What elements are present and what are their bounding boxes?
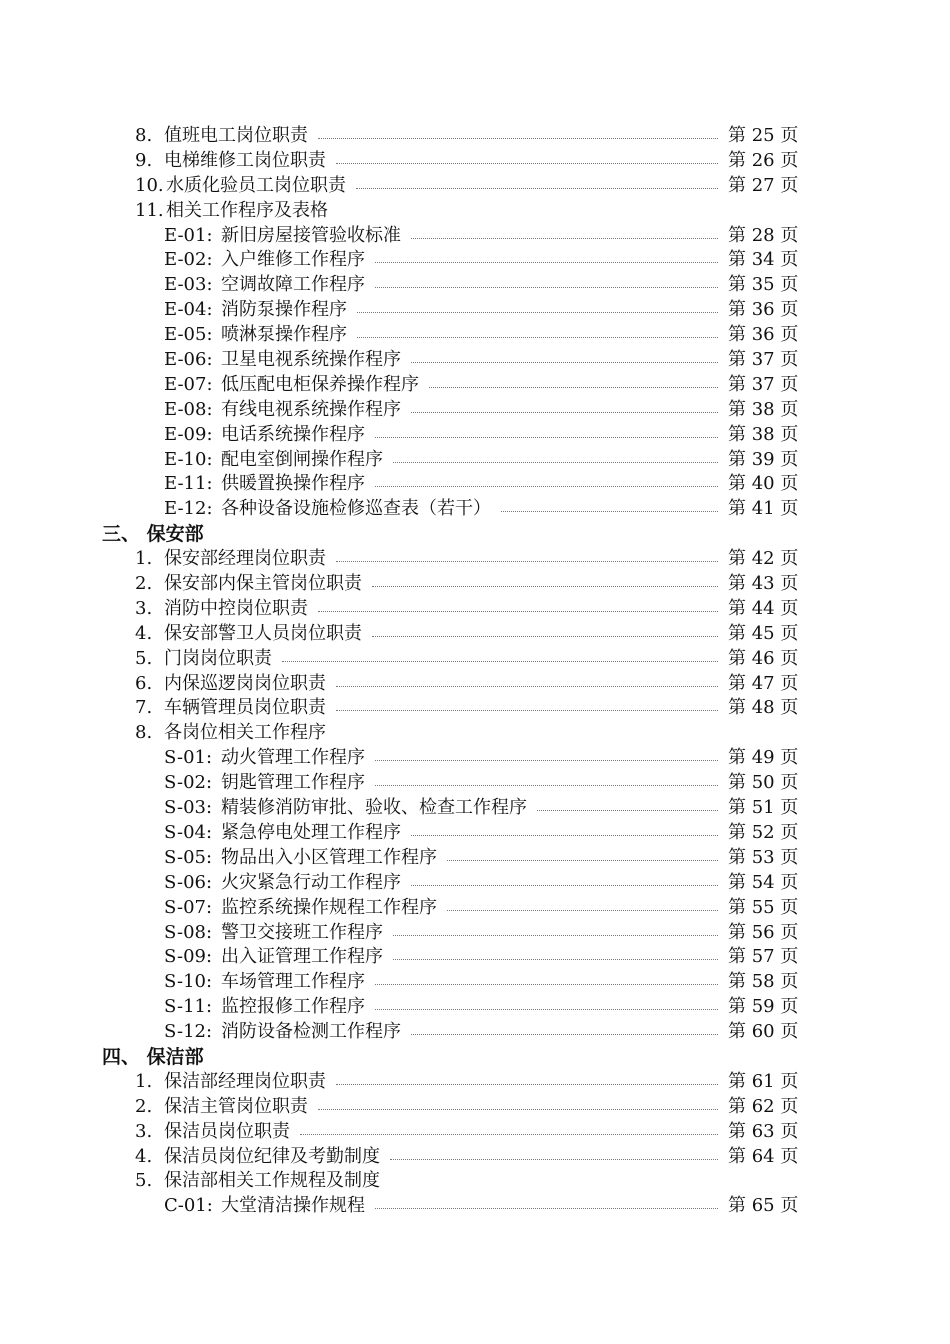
dot-leader: [501, 511, 718, 512]
toc-entry-title: 新旧房屋接管验收标准: [221, 224, 401, 246]
toc-page-number: 第 51 页: [728, 797, 799, 819]
toc-entry-title: 保安部内保主管岗位职责: [164, 573, 362, 595]
toc-page-number: 第 63 页: [728, 1120, 799, 1142]
toc-entry-title: 保洁部经理岗位职责: [164, 1070, 326, 1092]
toc-entry: [0, 696, 950, 721]
toc-entry-number: 5.: [135, 1170, 153, 1192]
toc-page-number: 第 59 页: [728, 996, 799, 1018]
toc-page-number: 第 38 页: [728, 423, 799, 445]
toc-page-number: 第 35 页: [728, 274, 799, 296]
toc-entry-title: 紧急停电处理工作程序: [221, 821, 401, 843]
toc-entry-title: 物品出入小区管理工作程序: [221, 846, 437, 868]
toc-entry-number: S-07:: [164, 896, 213, 918]
dot-leader: [537, 810, 718, 811]
toc-page-number: 第 48 页: [728, 697, 799, 719]
toc-entry-title: 钥匙管理工作程序: [221, 772, 365, 794]
toc-entry: [0, 174, 950, 199]
toc-page-number: 第 49 页: [728, 747, 799, 769]
dot-leader: [372, 636, 718, 637]
toc-entry-title: 大堂清洁操作规程: [221, 1195, 365, 1217]
toc-entry-number: E-01:: [164, 224, 213, 246]
toc-entry-number: S-05:: [164, 846, 213, 868]
toc-entry-title: 车场管理工作程序: [221, 971, 365, 993]
dot-leader: [336, 1084, 718, 1085]
dot-leader: [357, 312, 718, 313]
toc-entry: [0, 672, 950, 697]
toc-page-number: 第 54 页: [728, 871, 799, 893]
dot-leader: [318, 138, 718, 139]
toc-page-number: 第 57 页: [728, 946, 799, 968]
toc-page-number: 第 46 页: [728, 647, 799, 669]
toc-entry: [0, 199, 950, 224]
toc-entry: [0, 1070, 950, 1095]
toc-entry: [0, 497, 950, 522]
toc-page-number: 第 36 页: [728, 324, 799, 346]
toc-entry: [0, 821, 950, 846]
dot-leader: [375, 262, 718, 263]
toc-entry-title: 相关工作程序及表格: [166, 199, 328, 221]
toc-entry-number: 1.: [135, 548, 153, 570]
toc-entry-title: 保安部警卫人员岗位职责: [164, 622, 362, 644]
toc-entry-number: 4.: [135, 1145, 153, 1167]
toc-entry: [0, 647, 950, 672]
toc-entry-number: 11.: [135, 199, 164, 221]
toc-entry-number: E-09:: [164, 423, 213, 445]
toc-page-number: 第 44 页: [728, 597, 799, 619]
dot-leader: [356, 188, 718, 189]
toc-entry-title: 水质化验员工岗位职责: [166, 174, 346, 196]
toc-entry-title: 保洁部相关工作规程及制度: [164, 1170, 380, 1192]
toc-entry-number: 2.: [135, 1095, 153, 1117]
toc-section-heading: [0, 1045, 950, 1070]
toc-entry-title: 警卫交接班工作程序: [221, 921, 383, 943]
toc-entry-title: 配电室倒闸操作程序: [221, 448, 383, 470]
dot-leader: [282, 661, 718, 662]
section-title: 三、 保安部: [102, 523, 204, 546]
dot-leader: [375, 785, 718, 786]
toc-entry: [0, 921, 950, 946]
toc-entry-number: 10.: [135, 174, 164, 196]
dot-leader: [375, 1208, 718, 1209]
toc-entry: [0, 348, 950, 373]
toc-entry-number: S-02:: [164, 772, 213, 794]
toc-page-number: 第 37 页: [728, 349, 799, 371]
toc-page-number: 第 52 页: [728, 821, 799, 843]
toc-entry: [0, 597, 950, 622]
dot-leader: [375, 760, 718, 761]
toc-page-number: 第 37 页: [728, 373, 799, 395]
toc-entry: [0, 248, 950, 273]
toc-entry-title: 有线电视系统操作程序: [221, 398, 401, 420]
toc-entry-title: 监控系统操作规程工作程序: [221, 896, 437, 918]
toc-entry-title: 出入证管理工作程序: [221, 946, 383, 968]
toc-entry-number: S-12:: [164, 1021, 213, 1043]
dot-leader: [393, 935, 718, 936]
toc-entry: [0, 970, 950, 995]
dot-leader: [375, 437, 718, 438]
toc-entry-title: 卫星电视系统操作程序: [221, 349, 401, 371]
dot-leader: [375, 287, 718, 288]
toc-entry-number: E-11:: [164, 473, 213, 495]
toc-page-number: 第 45 页: [728, 622, 799, 644]
toc-entry-title: 各种设备设施检修巡查表（若干）: [221, 498, 491, 520]
toc-page-number: 第 50 页: [728, 772, 799, 794]
dot-leader: [411, 885, 718, 886]
toc-entry-number: E-10:: [164, 448, 213, 470]
dot-leader: [357, 337, 718, 338]
toc-entry-title: 低压配电柜保养操作程序: [221, 373, 419, 395]
dot-leader: [318, 1109, 718, 1110]
toc-entry: [0, 547, 950, 572]
toc-entry-title: 空调故障工作程序: [221, 274, 365, 296]
toc-entry-title: 车辆管理员岗位职责: [164, 697, 326, 719]
toc-entry-title: 动火管理工作程序: [221, 747, 365, 769]
toc-entry: [0, 896, 950, 921]
toc-entry-number: S-10:: [164, 971, 213, 993]
toc-entry-number: 5.: [135, 647, 153, 669]
toc-entry-number: E-05:: [164, 324, 213, 346]
toc-page-number: 第 34 页: [728, 249, 799, 271]
toc-entry: [0, 1095, 950, 1120]
toc-entry-title: 精装修消防审批、验收、检查工作程序: [221, 797, 527, 819]
toc-page-number: 第 38 页: [728, 398, 799, 420]
toc-entry-number: C-01:: [164, 1195, 213, 1217]
toc-entry: [0, 398, 950, 423]
toc-entry: [0, 995, 950, 1020]
toc-page-number: 第 36 页: [728, 299, 799, 321]
toc-page-number: 第 58 页: [728, 971, 799, 993]
toc-entry: [0, 1194, 950, 1219]
toc-page-number: 第 25 页: [728, 125, 799, 146]
dot-leader: [429, 387, 718, 388]
toc-entry-number: E-03:: [164, 274, 213, 296]
toc-entry: [0, 149, 950, 174]
toc-entry-number: 2.: [135, 573, 153, 595]
toc-entry-number: S-03:: [164, 797, 213, 819]
toc-entry-title: 消防设备检测工作程序: [221, 1021, 401, 1043]
toc-entry: [0, 323, 950, 348]
toc-page-number: 第 62 页: [728, 1095, 799, 1117]
dot-leader: [375, 984, 718, 985]
toc-entry-number: E-12:: [164, 498, 213, 520]
toc-entry-number: S-08:: [164, 921, 213, 943]
toc-entry-title: 保洁主管岗位职责: [164, 1095, 308, 1117]
dot-leader: [411, 1034, 718, 1035]
toc-entry: [0, 423, 950, 448]
toc-page-number: 第 43 页: [728, 573, 799, 595]
toc-page-number: 第 61 页: [728, 1070, 799, 1092]
dot-leader: [411, 238, 718, 239]
toc-entry-number: E-02:: [164, 249, 213, 271]
toc-section-heading: [0, 522, 950, 547]
dot-leader: [372, 586, 718, 587]
toc-entry-title: 消防中控岗位职责: [164, 597, 308, 619]
toc-entry: [0, 448, 950, 473]
toc-entry-title: 监控报修工作程序: [221, 996, 365, 1018]
toc-page-number: 第 53 页: [728, 846, 799, 868]
toc-entry: [0, 846, 950, 871]
toc-entry-number: S-11:: [164, 996, 213, 1018]
toc-entry: [0, 224, 950, 249]
toc-entry: [0, 622, 950, 647]
toc-entry-number: 4.: [135, 622, 153, 644]
dot-leader: [336, 163, 718, 164]
toc-entry-title: 电话系统操作程序: [221, 423, 365, 445]
dot-leader: [336, 561, 718, 562]
toc-entry-title: 喷淋泵操作程序: [221, 324, 347, 346]
toc-entry-title: 消防泵操作程序: [221, 299, 347, 321]
toc-entry-number: E-08:: [164, 398, 213, 420]
dot-leader: [411, 835, 718, 836]
toc-entry: [0, 273, 950, 298]
toc-entry-number: 7.: [135, 697, 153, 719]
toc-entry-number: 9.: [135, 149, 153, 171]
toc-entry-number: 3.: [135, 597, 153, 619]
toc-page-number: 第 55 页: [728, 896, 799, 918]
toc-page-number: 第 42 页: [728, 548, 799, 570]
toc-entry: [0, 1020, 950, 1045]
dot-leader: [411, 362, 718, 363]
toc-entry-title: 保安部经理岗位职责: [164, 548, 326, 570]
toc-entry-number: S-09:: [164, 946, 213, 968]
dot-leader: [336, 686, 718, 687]
toc-entry-title: 入户维修工作程序: [221, 249, 365, 271]
dot-leader: [447, 860, 718, 861]
toc-page-number: 第 65 页: [728, 1195, 799, 1217]
toc-page-number: 第 60 页: [728, 1021, 799, 1043]
toc-entry: [0, 796, 950, 821]
toc-entry: [0, 721, 950, 746]
toc-page-number: 第 56 页: [728, 921, 799, 943]
toc-entry: [0, 945, 950, 970]
dot-leader: [447, 910, 718, 911]
section-title: 四、 保洁部: [102, 1045, 204, 1068]
toc-page-number: 第 27 页: [728, 174, 799, 196]
toc-entry-number: E-04:: [164, 299, 213, 321]
toc-entry-title: 供暖置换操作程序: [221, 473, 365, 495]
dot-leader: [375, 1009, 718, 1010]
toc-entry-number: 8.: [135, 125, 153, 146]
toc-entry: [0, 472, 950, 497]
dot-leader: [318, 611, 718, 612]
dot-leader: [300, 1134, 718, 1135]
toc-page-number: 第 47 页: [728, 672, 799, 694]
toc-page-number: 第 39 页: [728, 448, 799, 470]
toc-page-number: 第 41 页: [728, 498, 799, 520]
toc-entry-title: 电梯维修工岗位职责: [164, 149, 326, 171]
toc-entry-number: S-04:: [164, 821, 213, 843]
toc-entry-title: 内保巡逻岗岗位职责: [164, 672, 326, 694]
toc-entry-title: 各岗位相关工作程序: [164, 722, 326, 744]
toc-entry-number: 3.: [135, 1120, 153, 1142]
toc-entry: [0, 1145, 950, 1170]
toc-entry: [0, 771, 950, 796]
toc-entry: [0, 746, 950, 771]
toc-entry-title: 保洁员岗位纪律及考勤制度: [164, 1145, 380, 1167]
toc-entry: [0, 871, 950, 896]
toc-entry-number: S-01:: [164, 747, 213, 769]
toc-entry: [0, 572, 950, 597]
toc-entry: [0, 1169, 950, 1194]
toc-page-number: 第 26 页: [728, 149, 799, 171]
dot-leader: [390, 1159, 718, 1160]
toc-page-number: 第 40 页: [728, 473, 799, 495]
dot-leader: [393, 959, 718, 960]
toc-page-number: 第 28 页: [728, 224, 799, 246]
toc-entry: [0, 1120, 950, 1145]
toc-entry-title: 保洁员岗位职责: [164, 1120, 290, 1142]
dot-leader: [411, 412, 718, 413]
toc-entry-number: E-07:: [164, 373, 213, 395]
dot-leader: [393, 462, 718, 463]
dot-leader: [375, 486, 718, 487]
toc-page-number: 第 64 页: [728, 1145, 799, 1167]
toc-entry: [0, 124, 950, 149]
toc-entry-number: S-06:: [164, 871, 213, 893]
toc-entry-title: 值班电工岗位职责: [164, 125, 308, 146]
toc-entry: [0, 298, 950, 323]
toc-entry-number: 6.: [135, 672, 153, 694]
toc-entry-number: 8.: [135, 722, 153, 744]
toc-entry-title: 门岗岗位职责: [164, 647, 272, 669]
table-of-contents: [0, 124, 950, 1219]
toc-entry: [0, 373, 950, 398]
dot-leader: [336, 710, 718, 711]
toc-entry-title: 火灾紧急行动工作程序: [221, 871, 401, 893]
toc-entry-number: E-06:: [164, 349, 213, 371]
toc-entry-number: 1.: [135, 1070, 153, 1092]
